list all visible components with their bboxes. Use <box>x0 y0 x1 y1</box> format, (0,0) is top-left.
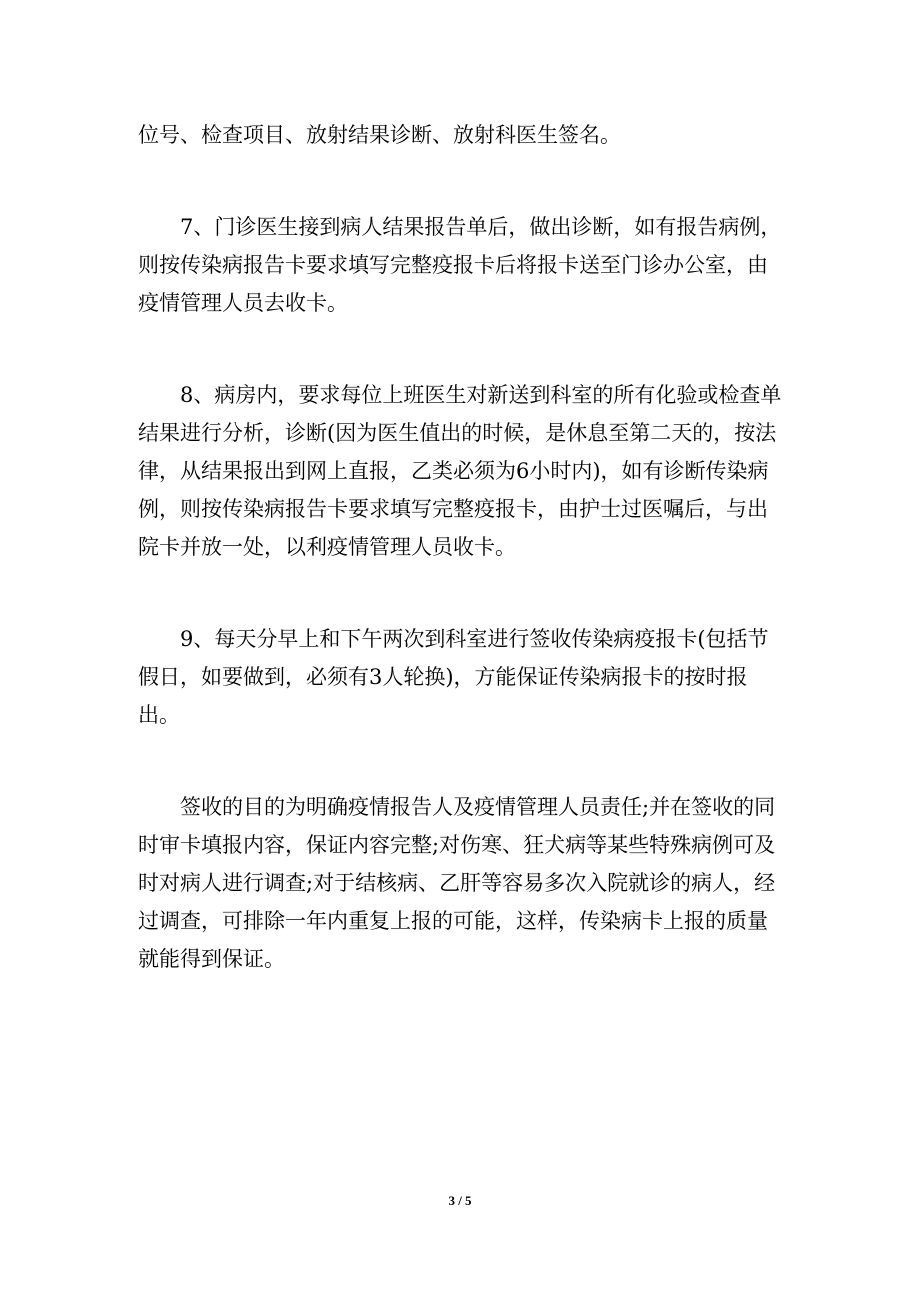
document-body <box>138 116 782 978</box>
paragraph-item-9: 9、每天分早上和下午两次到科室进行签收传染病疫报卡(包括节假日，如要做到，必须有3人轮换)，方能保证传染病报卡的按时报出。 <box>138 627 769 727</box>
paragraph-sign-purpose: 签收的目的为明确疫情报告人及疫情管理人员责任;并在签收的同时审卡填报内容，保证内容完整;对伤寒、狂犬病等某些特殊病例可及时对病人进行调查;对于结核病、乙肝等容易多次入院就诊的病人，经过调查，可排除一年内重复上报的可能，这样，传染病卡上报的质量就能得到保证。 <box>138 795 776 971</box>
paragraph-continuation: 位号、检查项目、放射结果诊断、放射科医生签名。 <box>138 123 621 147</box>
paragraph-item-7: 7、门诊医生接到病人结果报告单后，做出诊断，如有报告病例，则按传染病报告卡要求填写完整疫报卡后将报卡送至门诊办公室，由疫情管理人员去收卡。 <box>138 215 782 315</box>
page-number: 3 / 5 <box>448 1193 472 1208</box>
paragraph-item-8: 8、病房内，要求每位上班医生对新送到科室的所有化验或检查单结果进行分析，诊断(因为医生值出的时候，是休息至第二天的，按法律，从结果报出到网上直报，乙类必须为6小时内)，如有诊断传染病例，则按传染病报告卡要求填写完整疫报卡，由护士过医嘱后，与出院卡并放一处，以利疫情管理人员收卡。 <box>138 383 782 559</box>
